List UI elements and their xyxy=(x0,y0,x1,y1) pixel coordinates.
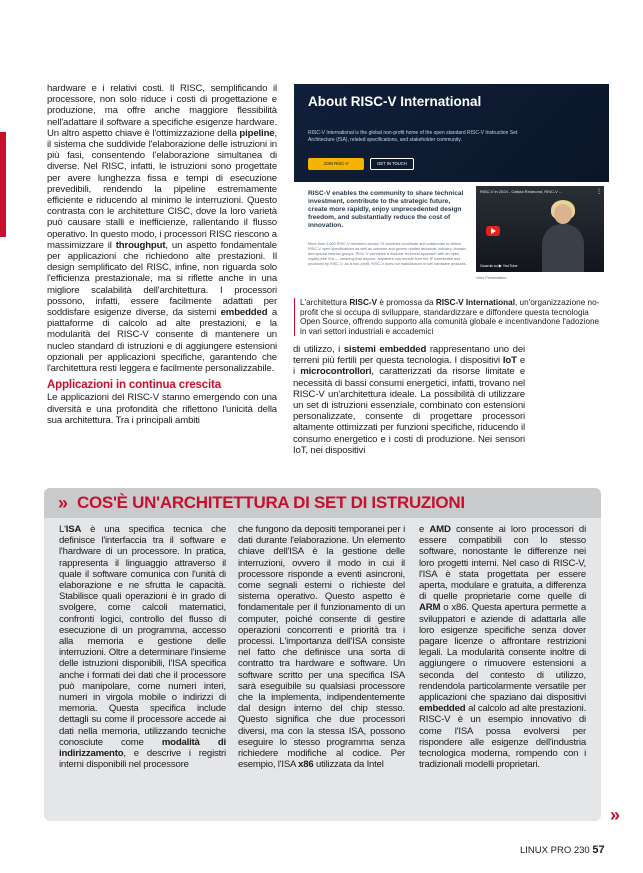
text-run: a piattaforme di calcolo ad alte prestazioni, e la modularità del RISC-V consente di mantenere un nucleo standard di istruzioni e di aggiungere estensioni opzionali per applicazioni specifiche, garantendo che l'architettura resti leggera e facilmente personalizzabile. xyxy=(47,307,278,375)
article-column-1 xyxy=(47,83,277,426)
article-paragraph xyxy=(47,392,277,426)
continue-chevron-icon: » xyxy=(610,805,621,825)
text-run: rappresentano uno dei terreni più fertili per questa tecnologia. I dispositivi xyxy=(293,344,525,367)
video-title: RISC-V in 2024 - Calista Redmond, RISC-V ... xyxy=(480,189,563,194)
text-run: , e descrive i registri interni disponibili nel processore xyxy=(59,748,226,771)
box-paragraph xyxy=(238,524,405,770)
join-button: JOIN RISC-V INTERNATIONAL xyxy=(308,158,364,170)
box-paragraph xyxy=(59,524,226,770)
box-column-1 xyxy=(59,524,226,770)
more-icon: ⋮ xyxy=(596,189,602,195)
box-title: COS'È UN'ARCHITETTURA DI SET DI ISTRUZIONI xyxy=(77,493,465,512)
article-paragraph xyxy=(47,83,277,374)
bold-term: ARM xyxy=(419,602,441,614)
text-run: o x86. Questa apertura permette a sviluppatori e aziende di adattarla alle loro esigenze specifiche senza dover pagare licenze o affrontare restrizioni legali. La modularità consente inoltre di aggiungere o rimuovere estensioni a seconda del contesto di utilizzo, rendendola particolarmente versatile per applicazioni che spaziano dai dispositivi xyxy=(419,602,586,704)
text-run: è una specifica tecnica che definisce l'interfaccia tra il software e l'hardware di un processore. In pratica, rappresenta il linguaggio attraverso il quale il software comunica con l'unità di elaborazione e ne sfrutta le capacità. Stabilisce quali operazioni è in grado di svolgere, come calcoli matematici, confronti logici, controllo del flusso di esecuzione di un programma, accesso alla memoria e gestione delle interruzioni. Oltre a determinare l'insieme delle istruzioni disponibili, l'ISA specifica anche i formati dei dati che il processore può manipolare, come numeri interi, numeri in virgola mobile o indirizzi di memoria. Questa specifica include dettagli su come il processore accede ai dati nella memoria, utilizzando tecniche conosciute come xyxy=(59,524,226,748)
sidebar-box xyxy=(44,488,601,821)
youtube-label: Guarda su ▶ YouTube xyxy=(480,264,518,268)
bold-term: pipeline xyxy=(239,127,275,139)
text-run: , un'organizzazione no-profit che si occupa di sviluppare, standardizzare e diffondere questa tecnologia Open Source, offrendo supporto alla comunità globale e incentivandone l'adozione in vari settori industriali e accademici xyxy=(300,298,600,336)
page-footer xyxy=(520,844,630,856)
text-run: , il sistema che suddivide l'elaborazione delle istruzioni in più fasi, consentendo l'elaborazione simultanea di diverse. Nel RISC, infatti, le istruzioni sono progettate per avere lunghezza fissa e tempi di esecuzione prevedibili, rendendo la pipeline estremamente efficiente e riducendo al minimo le interruzioni. Questo contrasta con le architetture CISC, dove la loro varietà può causare stalli e inefficienze, rallentando il flusso operativo. In questo modo, i processori RISC riescono a massimizzare il xyxy=(47,127,277,251)
section-heading: Applicazioni in continua crescita xyxy=(47,379,221,392)
get-in-touch-button: GET IN TOUCH xyxy=(370,158,414,170)
accent-bar xyxy=(0,132,6,237)
bold-term: ISA xyxy=(65,524,82,535)
bold-term: RISC-V International xyxy=(435,298,515,307)
bold-term: IoT xyxy=(502,355,517,367)
bold-term: AMD xyxy=(429,524,451,535)
figure-content xyxy=(294,182,609,292)
presentation-link: View Presentation xyxy=(476,276,507,280)
bold-term: throughput xyxy=(115,239,166,251)
text-run: Le applicazioni del RISC-V stanno emergendo con una diversità e una profondità che riflettono l'unicità della sua architettura. Tra i principali ambiti xyxy=(47,392,277,426)
text-run: consente ai loro processori di essere compatibili con lo stesso software, nonostante le differenze nei loro progetti interni. Nel caso di RISC-V, l'ISA è stata progettata per essere aperta, modulare e gratuita, a differenza di quelle proprietarie come quelle di xyxy=(419,524,586,603)
article-paragraph xyxy=(293,344,525,456)
text-run: al calcolo ad alte prestazioni. RISC-V è un esempio innovativo di come l'ISA possa evolversi per rispondere alle esigenze dell'industria tecnologica moderna, rompendo con i tradizionali modelli proprietari. xyxy=(419,703,586,771)
bold-term: embedded xyxy=(220,307,268,319)
figure-headline: RISC-V enables the community to share technical investment, contribute to the strategic future, create more rapidly, enjoy unprecedented design freedom, and substantially reduce the cost of innovation. xyxy=(308,190,464,229)
page-number: 57 xyxy=(592,844,605,856)
figure-caption xyxy=(294,298,600,336)
text-run: L'architettura xyxy=(300,298,350,307)
figure-description: RISC-V International is the global non-profit home of the open standard RISC-V Instruction Set Architecture (ISA), related specifications, and stakeholder community. xyxy=(308,130,518,143)
bold-term: embedded xyxy=(419,703,466,715)
text-run: , caratterizzati da risorse limitate e necessità di bassi consumi energetici, infatti, trovano nel RISC-V un'architettura ideale. La possibilità di utilizzare un set di istruzioni essenziale, combinato con estensioni personalizzate, consente di progettare processori altamente ottimizzati per funzioni specifiche, riducendo il consumo energetico e i costi di produzione. Nei sensori IoT, nei dispositivi xyxy=(293,366,526,456)
speaker-head xyxy=(554,204,572,224)
box-paragraph xyxy=(419,524,586,770)
risc-v-website-screenshot xyxy=(294,84,609,292)
box-column-3 xyxy=(419,524,586,770)
text-run: che fungono da depositi temporanei per i dati durante l'elaborazione. Un elemento chiave dell'ISA è la gestione delle interruzioni, ovvero il modo in cui il processore risponde a eventi asincroni, come segnali esterni o richieste del sistema operativo. Questo aspetto è fondamentale per il funzionamento di un computer, poiché consente di gestire operazioni concorrenti e priorità tra i processi. L'importanza dell'ISA consiste nel fatto che definisce una sorta di contratto tra hardware e software. Un software scritto per una specifica ISA sarà eseguibile su qualsiasi processore che la implementa, indipendentemente dal design interno del chip stesso. Questo significa che due processori diversi, ma con la stessa ISA, possono eseguire lo stesso programma senza richiedere modifiche al codice. Per esempio, l'ISA xyxy=(238,524,405,771)
bold-term: x86 xyxy=(298,759,314,771)
text-run: di utilizzo, i xyxy=(293,344,344,355)
figure-title: About RISC-V International xyxy=(308,94,482,109)
bold-term: sistemi embedded xyxy=(343,344,427,355)
text-run: , un aspetto fondamentale per applicazioni che richiedono alte prestazioni. Il design semplificato del RISC, infine, non riguarda solo l'efficienza prestazionale, ma si riflette anche in una migliore scalabilità dell'architettura. I processori possono, infatti, essere facilmente adattati per soddisfare esigenze diverse, da sistemi xyxy=(47,239,277,319)
bold-term: modalità di indirizzamento xyxy=(59,736,226,760)
bold-term: microcontrollori xyxy=(300,366,372,378)
play-icon xyxy=(486,226,500,236)
text-run: hardware e i relativi costi. Il RISC, semplificando il processore, non solo riduce i costi di progettazione e produzione, ma offre anche maggiore flessibilità nell'adattare il software a specifiche esigenze hardware. Un altro aspetto chiave è l'ottimizzazione della xyxy=(47,83,277,139)
bold-term: RISC-V xyxy=(349,298,378,307)
figure-body-text: More than 4,500 RISC-V members across 70 countries contribute and collaborate to define RISC-V open specifications as well as convene and govern related technical, industry, domain, and special interest groups. RISC-V combines a modular technical approach with an open, royalty-free ISA — meaning that anyone, anywhere can benefit from the IP contributed and produced by RISC-V. As a non-profit, RISC-V does not manufacture or sell hardware products. xyxy=(308,242,467,266)
speaker-body xyxy=(542,224,584,272)
magazine-name: LINUX PRO 230 xyxy=(520,845,590,856)
video-thumbnail xyxy=(476,186,604,272)
text-run: L' xyxy=(59,524,66,535)
article-column-2 xyxy=(293,344,525,456)
chevron-right-icon: » xyxy=(58,493,69,513)
text-run: e xyxy=(419,524,430,535)
box-column-2 xyxy=(238,524,405,770)
text-run: e i xyxy=(293,355,526,378)
text-run: è promossa da xyxy=(377,298,436,307)
text-run: utilizzata da Intel xyxy=(313,759,384,771)
